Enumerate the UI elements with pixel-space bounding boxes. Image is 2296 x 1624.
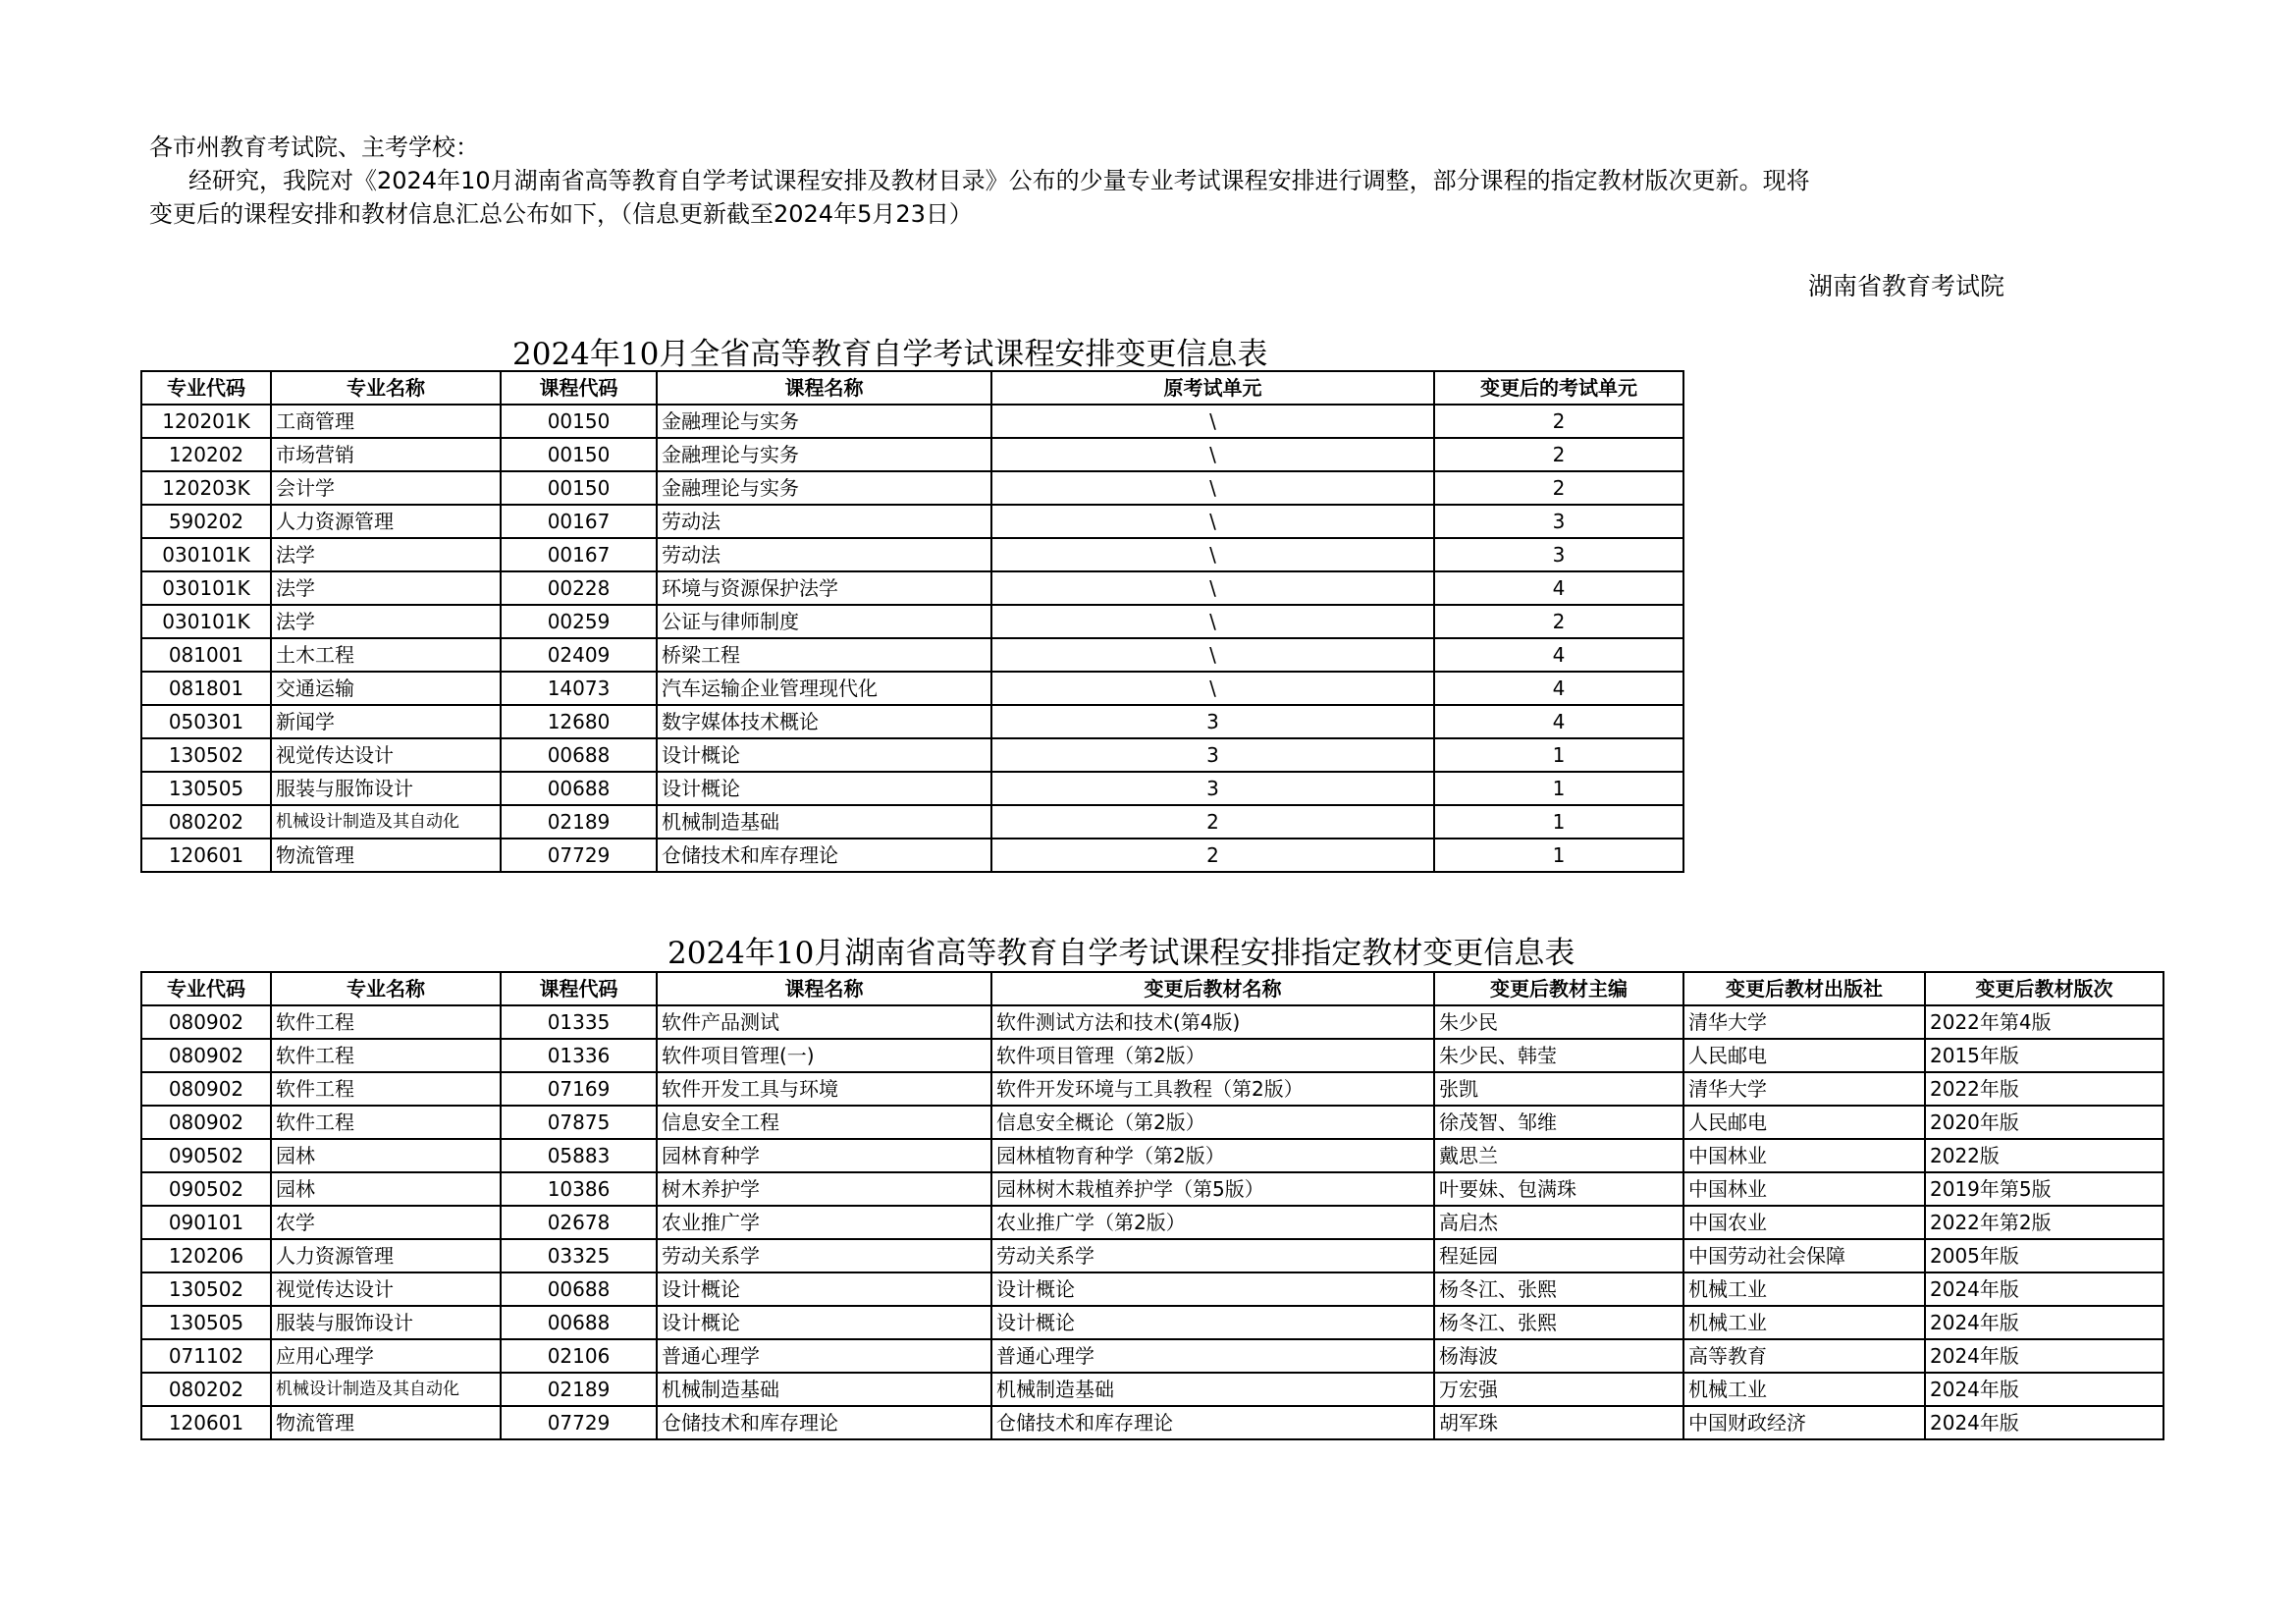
table-cell: 园林树木栽植养护学（第5版） — [991, 1172, 1434, 1206]
table-cell: 交通运输 — [271, 672, 501, 705]
table-cell: 120201K — [141, 405, 271, 438]
table-cell: 人力资源管理 — [271, 505, 501, 538]
table-cell: 120601 — [141, 1406, 271, 1439]
table-row — [141, 605, 1683, 638]
table-cell: 2005年版 — [1925, 1239, 2163, 1272]
table-cell: 设计概论 — [657, 772, 991, 805]
table-cell: 服装与服饰设计 — [271, 1306, 501, 1339]
table-cell: 中国劳动社会保障 — [1683, 1239, 1925, 1272]
table-cell: 胡军珠 — [1434, 1406, 1683, 1439]
table-cell: 00167 — [501, 505, 657, 538]
table-cell: 园林 — [271, 1139, 501, 1172]
table-row — [141, 1005, 2163, 1039]
table-cell: 土木工程 — [271, 638, 501, 672]
table-cell: 农业推广学（第2版） — [991, 1206, 1434, 1239]
table-cell: 2024年版 — [1925, 1406, 2163, 1439]
table-cell: 07169 — [501, 1072, 657, 1106]
table-cell: 01335 — [501, 1005, 657, 1039]
table-cell: 普通心理学 — [991, 1339, 1434, 1373]
table-row — [141, 1072, 2163, 1106]
table-cell: \ — [991, 538, 1434, 571]
table-cell: 人民邮电 — [1683, 1039, 1925, 1072]
table-cell: 3 — [991, 738, 1434, 772]
table-row — [141, 1373, 2163, 1406]
table-row — [141, 705, 1683, 738]
table-row — [141, 1306, 2163, 1339]
table-cell: 汽车运输企业管理现代化 — [657, 672, 991, 705]
course-schedule-change-table — [140, 370, 1684, 873]
table-cell: 00688 — [501, 1272, 657, 1306]
table-cell: 1 — [1434, 738, 1683, 772]
table-cell: 仓储技术和库存理论 — [991, 1406, 1434, 1439]
table-cell: 4 — [1434, 571, 1683, 605]
table-cell: 120203K — [141, 471, 271, 505]
table-cell: 设计概论 — [991, 1306, 1434, 1339]
column-header: 变更后教材出版社 — [1683, 972, 1925, 1005]
table-cell: 新闻学 — [271, 705, 501, 738]
table-cell: 园林育种学 — [657, 1139, 991, 1172]
table-cell: 设计概论 — [657, 1272, 991, 1306]
table-cell: 02678 — [501, 1206, 657, 1239]
table-cell: 4 — [1434, 638, 1683, 672]
table-cell: 2019年第5版 — [1925, 1172, 2163, 1206]
column-header: 专业代码 — [141, 972, 271, 1005]
table-cell: 080202 — [141, 805, 271, 839]
table-body — [141, 405, 1683, 872]
table-cell: 农业推广学 — [657, 1206, 991, 1239]
table-cell: 金融理论与实务 — [657, 438, 991, 471]
table-cell: 视觉传达设计 — [271, 738, 501, 772]
table-body — [141, 1005, 2163, 1439]
table-cell: 园林 — [271, 1172, 501, 1206]
table-cell: 2 — [991, 805, 1434, 839]
table-cell: 桥梁工程 — [657, 638, 991, 672]
addressee: 各市州教育考试院、主考学校： — [149, 134, 479, 161]
table-cell: 080902 — [141, 1005, 271, 1039]
table-cell: 030101K — [141, 605, 271, 638]
table-cell: 机械制造基础 — [657, 805, 991, 839]
table-cell: 劳动关系学 — [657, 1239, 991, 1272]
table-cell: 2022版 — [1925, 1139, 2163, 1172]
table-cell: 02106 — [501, 1339, 657, 1373]
column-header: 变更后教材主编 — [1434, 972, 1683, 1005]
table-cell: 050301 — [141, 705, 271, 738]
table-cell: 中国林业 — [1683, 1172, 1925, 1206]
table-row — [141, 471, 1683, 505]
table-cell: 劳动法 — [657, 505, 991, 538]
column-header: 专业代码 — [141, 371, 271, 405]
column-header: 变更后教材版次 — [1925, 972, 2163, 1005]
table-cell: 金融理论与实务 — [657, 405, 991, 438]
column-header: 变更后的考试单元 — [1434, 371, 1683, 405]
table-cell: \ — [991, 571, 1434, 605]
table-cell: 130502 — [141, 738, 271, 772]
table-cell: 机械工业 — [1683, 1272, 1925, 1306]
table-cell: 090502 — [141, 1139, 271, 1172]
table-cell: \ — [991, 471, 1434, 505]
table-cell: 金融理论与实务 — [657, 471, 991, 505]
table-cell: 物流管理 — [271, 839, 501, 872]
column-header: 课程名称 — [657, 972, 991, 1005]
table-row — [141, 1039, 2163, 1072]
table-row — [141, 1172, 2163, 1206]
table-cell: 120202 — [141, 438, 271, 471]
table-cell: 2 — [1434, 438, 1683, 471]
table-row — [141, 738, 1683, 772]
table-cell: 人力资源管理 — [271, 1239, 501, 1272]
notice-body-line2: 变更后的课程安排和教材信息汇总公布如下，（信息更新截至2024年5月23日） — [149, 200, 973, 228]
table-cell: 软件工程 — [271, 1106, 501, 1139]
column-header: 原考试单元 — [991, 371, 1434, 405]
table-cell: 130505 — [141, 1306, 271, 1339]
table-cell: 机械制造基础 — [991, 1373, 1434, 1406]
table-cell: 软件项目管理（第2版） — [991, 1039, 1434, 1072]
textbook-change-table — [140, 971, 2164, 1440]
table-cell: 设计概论 — [991, 1272, 1434, 1306]
table-cell: 080902 — [141, 1039, 271, 1072]
table-cell: 设计概论 — [657, 738, 991, 772]
table-row — [141, 438, 1683, 471]
table-cell: 00150 — [501, 405, 657, 438]
table-cell: 120206 — [141, 1239, 271, 1272]
table-cell: 普通心理学 — [657, 1339, 991, 1373]
table-cell: 030101K — [141, 571, 271, 605]
table-header-row — [141, 371, 1683, 405]
table-cell: 02189 — [501, 805, 657, 839]
table-cell: 杨冬江、张熙 — [1434, 1306, 1683, 1339]
table-cell: 园林植物育种学（第2版） — [991, 1139, 1434, 1172]
table-cell: 仓储技术和库存理论 — [657, 839, 991, 872]
table-cell: 徐茂智、邹维 — [1434, 1106, 1683, 1139]
table-header-row — [141, 972, 2163, 1005]
table-cell: 00228 — [501, 571, 657, 605]
table-cell: 2 — [991, 839, 1434, 872]
table-row — [141, 1406, 2163, 1439]
table-cell: 3 — [991, 772, 1434, 805]
column-header: 专业名称 — [271, 972, 501, 1005]
table-cell: 戴思兰 — [1434, 1139, 1683, 1172]
table-row — [141, 571, 1683, 605]
table-row — [141, 405, 1683, 438]
table-cell: 市场营销 — [271, 438, 501, 471]
table-cell: 中国农业 — [1683, 1206, 1925, 1239]
table-cell: 2 — [1434, 471, 1683, 505]
column-header: 课程代码 — [501, 972, 657, 1005]
table-cell: 2015年版 — [1925, 1039, 2163, 1072]
table-cell: 清华大学 — [1683, 1072, 1925, 1106]
table-cell: 071102 — [141, 1339, 271, 1373]
table-cell: 02189 — [501, 1373, 657, 1406]
table-cell: 1 — [1434, 839, 1683, 872]
column-header: 课程代码 — [501, 371, 657, 405]
table-cell: \ — [991, 505, 1434, 538]
table-cell: 高等教育 — [1683, 1339, 1925, 1373]
table-cell: 万宏强 — [1434, 1373, 1683, 1406]
table-row — [141, 772, 1683, 805]
table-cell: 软件测试方法和技术(第4版) — [991, 1005, 1434, 1039]
table-cell: 机械工业 — [1683, 1306, 1925, 1339]
table-cell: 2024年版 — [1925, 1272, 2163, 1306]
table-cell: 090101 — [141, 1206, 271, 1239]
table-cell: 清华大学 — [1683, 1005, 1925, 1039]
table-cell: 01336 — [501, 1039, 657, 1072]
table-cell: 00167 — [501, 538, 657, 571]
table-cell: 1 — [1434, 805, 1683, 839]
table-cell: 物流管理 — [271, 1406, 501, 1439]
table-cell: 2 — [1434, 405, 1683, 438]
table-row — [141, 638, 1683, 672]
table-cell: 服装与服饰设计 — [271, 772, 501, 805]
table-row — [141, 1272, 2163, 1306]
table-cell: 法学 — [271, 605, 501, 638]
table-cell: 081001 — [141, 638, 271, 672]
table-cell: 会计学 — [271, 471, 501, 505]
table-row — [141, 1239, 2163, 1272]
table-cell: 2022年第2版 — [1925, 1206, 2163, 1239]
table-cell: 张凯 — [1434, 1072, 1683, 1106]
table-cell: 590202 — [141, 505, 271, 538]
table-cell: 10386 — [501, 1172, 657, 1206]
table-cell: 机械设计制造及其自动化 — [271, 805, 501, 839]
table-cell: 14073 — [501, 672, 657, 705]
table-cell: \ — [991, 605, 1434, 638]
table-cell: 07875 — [501, 1106, 657, 1139]
table-cell: 3 — [991, 705, 1434, 738]
table-cell: 朱少民 — [1434, 1005, 1683, 1039]
table-cell: 杨海波 — [1434, 1339, 1683, 1373]
table-cell: 03325 — [501, 1239, 657, 1272]
table-cell: 信息安全概论（第2版） — [991, 1106, 1434, 1139]
table-row — [141, 839, 1683, 872]
table-cell: 中国林业 — [1683, 1139, 1925, 1172]
table-cell: 软件项目管理(一) — [657, 1039, 991, 1072]
column-header: 课程名称 — [657, 371, 991, 405]
table-cell: 00688 — [501, 738, 657, 772]
table-cell: 应用心理学 — [271, 1339, 501, 1373]
table-cell: 080902 — [141, 1106, 271, 1139]
table-cell: 叶要妹、包满珠 — [1434, 1172, 1683, 1206]
table-cell: 环境与资源保护法学 — [657, 571, 991, 605]
table-cell: 1 — [1434, 772, 1683, 805]
table-row — [141, 505, 1683, 538]
table-cell: 机械工业 — [1683, 1373, 1925, 1406]
table-cell: \ — [991, 438, 1434, 471]
table-cell: 2024年版 — [1925, 1373, 2163, 1406]
table-cell: 090502 — [141, 1172, 271, 1206]
table-cell: 3 — [1434, 538, 1683, 571]
table-row — [141, 1339, 2163, 1373]
table-cell: 2022年版 — [1925, 1072, 2163, 1106]
table-cell: 数字媒体技术概论 — [657, 705, 991, 738]
table-cell: 朱少民、韩莹 — [1434, 1039, 1683, 1072]
table-cell: 农学 — [271, 1206, 501, 1239]
table-cell: 030101K — [141, 538, 271, 571]
table-cell: 机械设计制造及其自动化 — [271, 1373, 501, 1406]
table-row — [141, 1139, 2163, 1172]
table-cell: 080902 — [141, 1072, 271, 1106]
table-row — [141, 1106, 2163, 1139]
table-cell: 软件工程 — [271, 1039, 501, 1072]
table-cell: 机械制造基础 — [657, 1373, 991, 1406]
column-header: 专业名称 — [271, 371, 501, 405]
table-cell: 法学 — [271, 538, 501, 571]
table-cell: 120601 — [141, 839, 271, 872]
table-cell: \ — [991, 672, 1434, 705]
table-cell: 2024年版 — [1925, 1339, 2163, 1373]
table-cell: 05883 — [501, 1139, 657, 1172]
table-cell: 2022年第4版 — [1925, 1005, 2163, 1039]
table-cell: 2020年版 — [1925, 1106, 2163, 1139]
table-row — [141, 1206, 2163, 1239]
table-cell: 工商管理 — [271, 405, 501, 438]
table-cell: 00259 — [501, 605, 657, 638]
table-cell: 00150 — [501, 438, 657, 471]
table-cell: 劳动关系学 — [991, 1239, 1434, 1272]
table-cell: \ — [991, 405, 1434, 438]
column-header: 变更后教材名称 — [991, 972, 1434, 1005]
table-cell: 信息安全工程 — [657, 1106, 991, 1139]
table-cell: 2024年版 — [1925, 1306, 2163, 1339]
table-cell: 法学 — [271, 571, 501, 605]
table-cell: \ — [991, 638, 1434, 672]
table-cell: 高启杰 — [1434, 1206, 1683, 1239]
notice-intro — [149, 131, 2162, 231]
table1-title: 2024年10月全省高等教育自学考试课程安排变更信息表 — [512, 337, 1268, 372]
table-cell: 软件开发工具与环境 — [657, 1072, 991, 1106]
table-cell: 软件产品测试 — [657, 1005, 991, 1039]
table-cell: 3 — [1434, 505, 1683, 538]
table-cell: 公证与律师制度 — [657, 605, 991, 638]
table-cell: 软件工程 — [271, 1005, 501, 1039]
table-cell: 软件工程 — [271, 1072, 501, 1106]
table-cell: 树木养护学 — [657, 1172, 991, 1206]
table-cell: 视觉传达设计 — [271, 1272, 501, 1306]
table-cell: 软件开发环境与工具教程（第2版） — [991, 1072, 1434, 1106]
table-cell: 00150 — [501, 471, 657, 505]
table-cell: 130505 — [141, 772, 271, 805]
table-cell: 劳动法 — [657, 538, 991, 571]
table-row — [141, 672, 1683, 705]
table-cell: 中国财政经济 — [1683, 1406, 1925, 1439]
table-cell: 仓储技术和库存理论 — [657, 1406, 991, 1439]
table-cell: 02409 — [501, 638, 657, 672]
table-cell: 12680 — [501, 705, 657, 738]
table-cell: 设计概论 — [657, 1306, 991, 1339]
table2-title: 2024年10月湖南省高等教育自学考试课程安排指定教材变更信息表 — [667, 936, 1575, 971]
table-row — [141, 805, 1683, 839]
table-cell: 081801 — [141, 672, 271, 705]
table-cell: 2 — [1434, 605, 1683, 638]
table-cell: 人民邮电 — [1683, 1106, 1925, 1139]
table-row — [141, 538, 1683, 571]
table-cell: 07729 — [501, 1406, 657, 1439]
table-cell: 4 — [1434, 672, 1683, 705]
table-cell: 080202 — [141, 1373, 271, 1406]
table-cell: 130502 — [141, 1272, 271, 1306]
table-cell: 00688 — [501, 772, 657, 805]
notice-body-line1: 经研究，我院对《2024年10月湖南省高等教育自学考试课程安排及教材目录》公布的少量专业考试课程安排进行调整，部分课程的指定教材版次更新。现将 — [188, 167, 1810, 194]
table-cell: 00688 — [501, 1306, 657, 1339]
table-cell: 程延园 — [1434, 1239, 1683, 1272]
table-cell: 4 — [1434, 705, 1683, 738]
signature: 湖南省教育考试院 — [1808, 272, 2005, 300]
table-cell: 杨冬江、张熙 — [1434, 1272, 1683, 1306]
table-cell: 07729 — [501, 839, 657, 872]
